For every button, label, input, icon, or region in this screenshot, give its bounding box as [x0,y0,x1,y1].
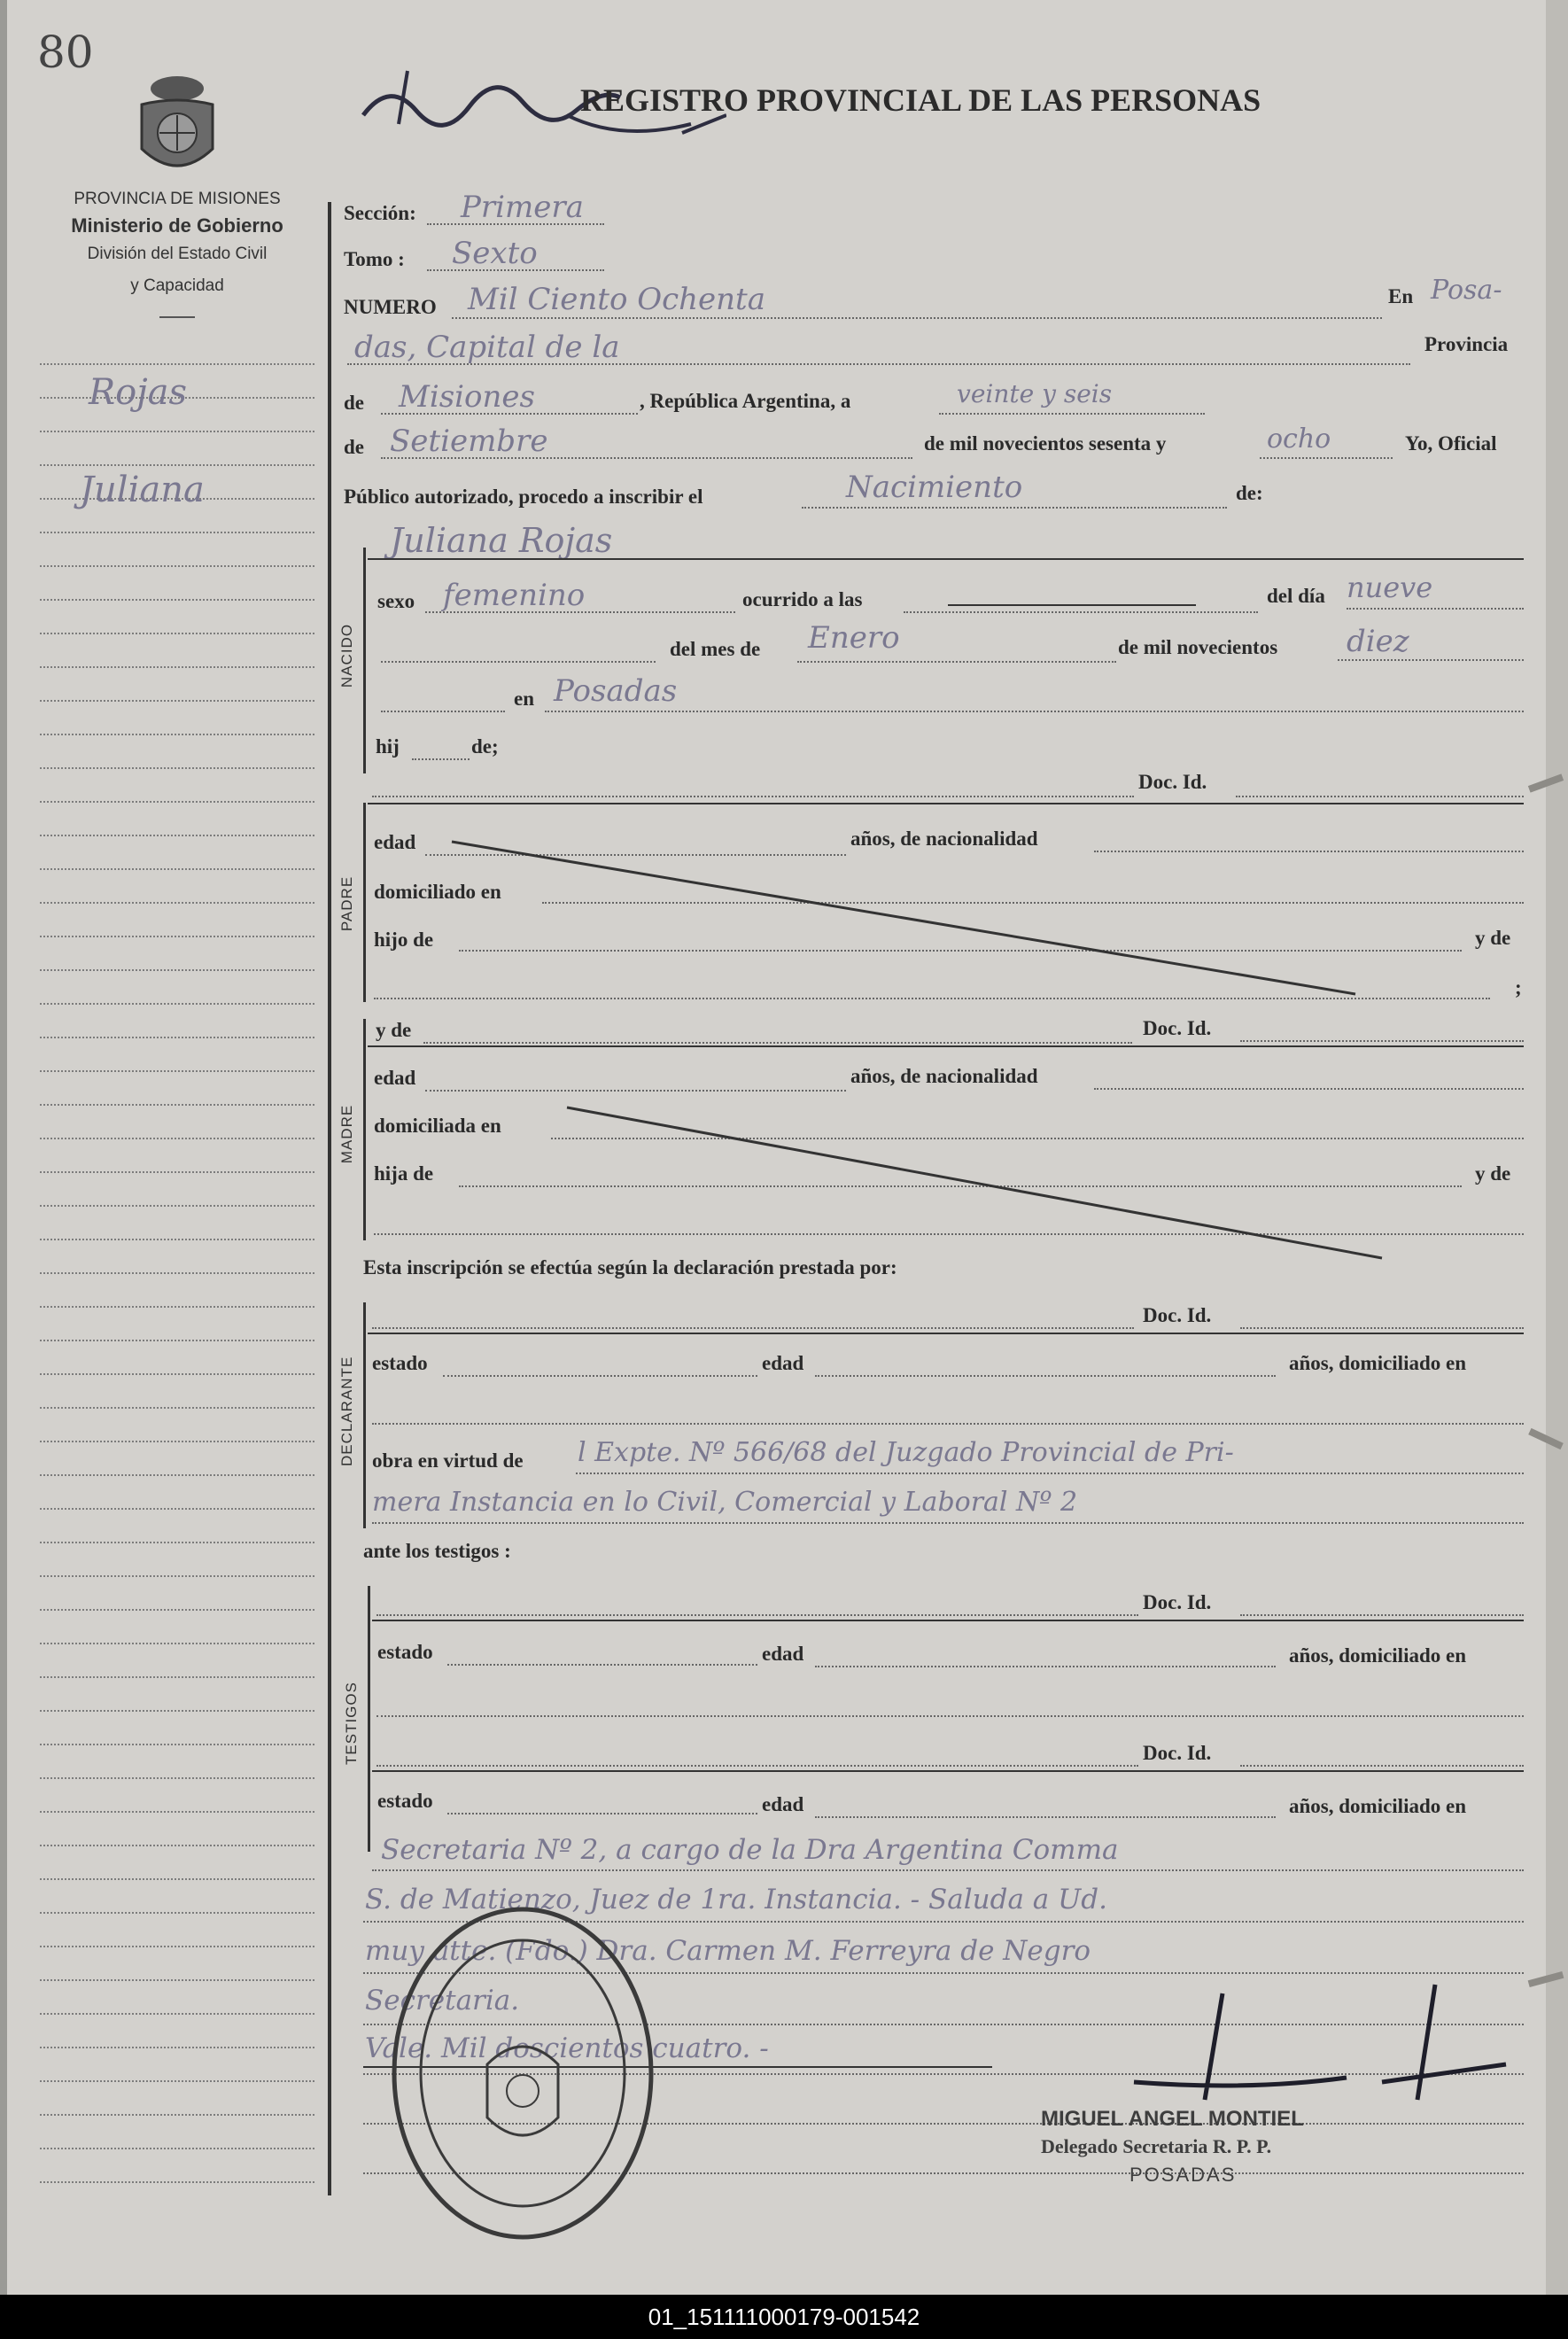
hij-label: hij [376,735,400,758]
obra-field-line1 [576,1473,1524,1474]
official-seal-stamp [381,1896,664,2250]
margin-ruled-line [40,1205,314,1207]
margin-ruled-line [40,1609,314,1611]
testigo2-edad-label: edad [762,1793,804,1815]
dia-field-line [1347,608,1524,610]
madre-nacionalidad-field-line [1094,1088,1524,1090]
de-label: de [344,392,364,414]
ministry-underline [159,316,195,318]
margin-ruled-line [40,633,314,634]
ocurrido-label: ocurrido a las [742,588,863,610]
declarante-top-line [368,1333,1524,1334]
margin-ruled-line [40,1676,314,1678]
mes-value: Enero [808,620,900,656]
margin-ruled-line [40,2181,314,2183]
de2-label: de [344,436,364,458]
nacido-blank-line [381,661,656,663]
oficial-label: Yo, Oficial [1405,432,1497,455]
margin-divider [328,202,331,2195]
testigos-intro: ante los testigos : [363,1540,511,1562]
margin-ruled-line [40,2013,314,2015]
republica-label: , República Argentina, a [640,390,851,412]
de3-label: de: [1236,482,1263,504]
testigo1-domicilio-field-line [376,1715,1524,1717]
margin-ruled-line [40,969,314,971]
province-name: PROVINCIA DE MISIONES [74,190,281,208]
anio-label: de mil novecientos [1118,636,1278,658]
margin-ruled-line [40,2047,314,2048]
register-title: REGISTRO PROVINCIAL DE LAS PERSONAS [580,82,1261,118]
notes-line3-text: muy atte. (Fdo.) Dra. Carmen M. Ferreyra de Negro [365,1935,1091,1967]
margin-ruled-line [40,1171,314,1173]
margin-ruled-line [40,835,314,836]
year-label: de mil novecientos sesenta y [924,432,1167,455]
notes-line1-text: Secretaria Nº 2, a cargo de la Dra Argentina Comma [381,1834,1119,1866]
year-value: ocho [1267,424,1331,455]
madre-yde-top-field-line [423,1042,1132,1044]
padre-bracket [363,803,366,1002]
margin-ruled-line [40,767,314,769]
declarante-edad-label: edad [762,1352,804,1374]
testigo2-top-line [372,1770,1524,1772]
nacido-doc-field-line [1236,796,1524,797]
en-blank-line [381,711,505,712]
sexo-label: sexo [377,590,415,612]
margin-ruled-line [40,2148,314,2149]
margin-ruled-line [40,1340,314,1341]
madre-yde-label: y de [1475,1162,1511,1185]
margin-ruled-line [40,1575,314,1577]
mes-label: del mes de [670,638,761,660]
coat-of-arms-emblem [124,69,230,184]
padre-strike-line [443,833,1364,1001]
tomo-label: Tomo : [344,248,405,270]
provincia-label: Provincia [1424,333,1509,355]
registered-name: Juliana Rojas [390,521,613,560]
declarante-name-line [372,1327,1134,1329]
margin-ruled-line [40,1474,314,1476]
ocurrido-field-line [904,611,1258,613]
testigo2-domicilio-label: años, domiciliado en [1289,1795,1467,1817]
margin-ruled-line [40,902,314,904]
hij-field-line [412,758,470,760]
testigo1-estado-field-line [447,1664,757,1666]
declarante-edad-field-line [815,1375,1276,1377]
margin-ruled-line [40,464,314,466]
padre-hijo-label: hijo de [374,929,434,951]
page-number: 80 [37,27,94,78]
margin-ruled-line [40,431,314,432]
margin-ruled-line [40,1710,314,1712]
year-field-line [1260,457,1393,459]
margin-ruled-line [40,363,314,365]
madre-doc-label: Doc. Id. [1143,1017,1212,1039]
signatory-place: POSADAS [1129,2164,1237,2186]
padre-domicilio-label: domiciliado en [374,881,501,903]
document-code: 01_151111000179-001542 [648,2304,920,2330]
location-field-line [347,363,1410,365]
signatory-title: Delegado Secretaria R. P. P. [1041,2135,1272,2157]
declarante-domicilio-label: años, domiciliado en [1289,1352,1467,1374]
margin-ruled-line [40,1744,314,1745]
numero-field-line [452,317,1382,319]
obra-value-line2: mera Instancia en lo Civil, Comercial y Laboral Nº 2 [372,1487,1078,1518]
nacido-en-field-line [545,711,1524,712]
margin-ruled-line [40,1407,314,1409]
testigo2-estado-field-line [447,1813,757,1814]
testigo1-domicilio-label: años, domiciliado en [1289,1644,1467,1667]
binding-edge [0,0,7,2295]
margin-given-name: Juliana [80,470,205,510]
de-value: Misiones [399,379,535,415]
numero-value: Mil Ciento Ochenta [468,282,765,317]
testigo1-estado-label: estado [377,1641,433,1663]
margin-surname: Rojas [89,372,187,413]
nacido-en-value: Posadas [554,673,678,709]
dia-value: nueve [1347,571,1433,604]
margin-ruled-line [40,1878,314,1880]
nacido-en-label: en [514,688,534,710]
hij-de-label: de; [471,735,499,758]
division-name-line1: División del Estado Civil [87,245,268,263]
margin-ruled-line [40,700,314,702]
obra-field-line2 [372,1522,1524,1524]
notes-line4-text: Secretaria. [365,1985,520,2017]
handwritten-signature [1116,1976,1515,2109]
madre-yde-top-label: y de [376,1019,412,1041]
registered-name-line [368,558,1524,560]
margin-ruled-line [40,1912,314,1914]
margin-ruled-line [40,1138,314,1139]
nacido-section-label: NACIDO [338,623,355,688]
signatory-name: MIGUEL ANGEL MONTIEL [1041,2107,1304,2131]
margin-ruled-line [40,1845,314,1846]
margin-ruled-line [40,1104,314,1106]
testigo2-doc-field-line [1240,1765,1524,1767]
madre-hija-label: hija de [374,1162,434,1185]
madre-section-label: MADRE [338,1104,355,1164]
nacido-doc-label: Doc. Id. [1138,771,1207,793]
testigo2-name-line [376,1765,1138,1767]
margin-ruled-line [40,1777,314,1779]
madre-doc-field-line [1240,1040,1524,1042]
margin-ruled-line [40,868,314,870]
testigo1-edad-field-line [815,1666,1276,1667]
testigo1-top-line [372,1620,1524,1621]
margin-ruled-line [40,1272,314,1274]
nacido-bracket [363,548,366,773]
anio-value: diez [1347,624,1409,659]
dia-label: del día [1267,585,1325,607]
anio-field-line [1338,659,1524,661]
madre-domicilio-label: domiciliada en [374,1115,501,1137]
en-label: En [1388,285,1414,307]
ocurrido-struck-line [948,604,1196,606]
madre-nacionalidad-label: años, de nacionalidad [850,1065,1038,1087]
testigo2-edad-field-line [815,1816,1276,1818]
numero-label: NUMERO [344,296,437,318]
seccion-label: Sección: [344,202,416,224]
margin-ruled-line [40,1441,314,1442]
sexo-value: femenino [443,578,586,613]
margin-ruled-line [40,801,314,803]
madre-top-line [368,1045,1524,1047]
ministry-name: Ministerio de Gobierno [71,214,283,237]
margin-ruled-line [40,1979,314,1981]
en-value-b: das, Capital de la [354,330,620,365]
margin-ruled-line [40,1946,314,1947]
margin-ruled-line [40,1542,314,1543]
margin-ruled-line [40,1037,314,1038]
obra-label: obra en virtud de [372,1449,524,1472]
madre-bracket [363,1019,366,1240]
margin-ruled-line [40,1373,314,1375]
declarante-bracket [363,1302,366,1528]
margin-ruled-line [40,2114,314,2116]
publico-label: Público autorizado, procedo a inscribir el [344,486,703,508]
padre-top-line [368,803,1524,804]
padre-yde-label: y de [1475,927,1511,949]
margin-ruled-line [40,666,314,668]
margin-ruled-line [40,936,314,937]
notes-line1 [372,1869,1524,1871]
declarante-doc-field-line [1240,1327,1524,1329]
testigo2-doc-label: Doc. Id. [1143,1742,1212,1764]
right-page-edge [1546,0,1568,2295]
margin-ruled-line [40,1306,314,1308]
declarante-estado-field-line [443,1375,757,1377]
seccion-value: Primera [461,190,584,225]
padre-semicolon: ; [1515,976,1522,999]
padre-section-label: PADRE [338,875,355,932]
day-field-line [939,413,1205,415]
declaracion-intro: Esta inscripción se efectúa según la declaración prestada por: [363,1256,897,1278]
notes-line2-text: S. de Matienzo, Juez de 1ra. Instancia. - Saluda a Ud. [365,1884,1107,1915]
margin-ruled-line [40,1508,314,1510]
margin-ruled-line [40,565,314,567]
testigos-bracket [368,1586,370,1852]
act-value: Nacimiento [846,470,1023,505]
padre-edad-label: edad [374,831,416,853]
margin-ruled-line [40,1239,314,1240]
testigo2-estado-label: estado [377,1790,433,1812]
testigo1-edad-label: edad [762,1643,804,1665]
obra-value-line1: l Expte. Nº 566/68 del Juzgado Provincial de Pri- [578,1437,1234,1468]
margin-ruled-line [40,1070,314,1072]
padre-nacionalidad-label: años, de nacionalidad [850,828,1038,850]
image-footer [0,2295,1568,2339]
testigo1-name-line [376,1614,1138,1616]
month-value: Setiembre [390,424,548,459]
tomo-value: Sexto [452,236,538,271]
declarante-estado-label: estado [372,1352,428,1374]
division-name-line2: y Capacidad [130,276,224,295]
margin-ruled-line [40,1003,314,1005]
act-field-line [802,507,1227,509]
margin-ruled-line [40,2080,314,2082]
margin-ruled-line [40,1811,314,1813]
madre-edad-label: edad [374,1067,416,1089]
madre-edad-field-line [425,1090,846,1092]
margin-ruled-line [40,1643,314,1644]
madre-strike-line [558,1099,1391,1267]
declarante-section-label: DECLARANTE [338,1356,355,1466]
mes-field-line [797,661,1116,663]
en-value-a: Posa- [1431,275,1502,306]
margin-ruled-line [40,599,314,601]
testigos-section-label: TESTIGOS [343,1682,360,1765]
testigo1-doc-label: Doc. Id. [1143,1591,1212,1613]
nacido-doc-line [372,796,1134,797]
testigo1-doc-field-line [1240,1614,1524,1616]
declarante-doc-label: Doc. Id. [1143,1304,1212,1326]
day-value: veinte y seis [957,379,1113,408]
margin-ruled-line [40,532,314,533]
declarante-domicilio-field-line [372,1423,1524,1425]
margin-ruled-line [40,734,314,735]
notes-line5-text: Vale. Mil doscientos cuatro. - [365,2032,769,2064]
